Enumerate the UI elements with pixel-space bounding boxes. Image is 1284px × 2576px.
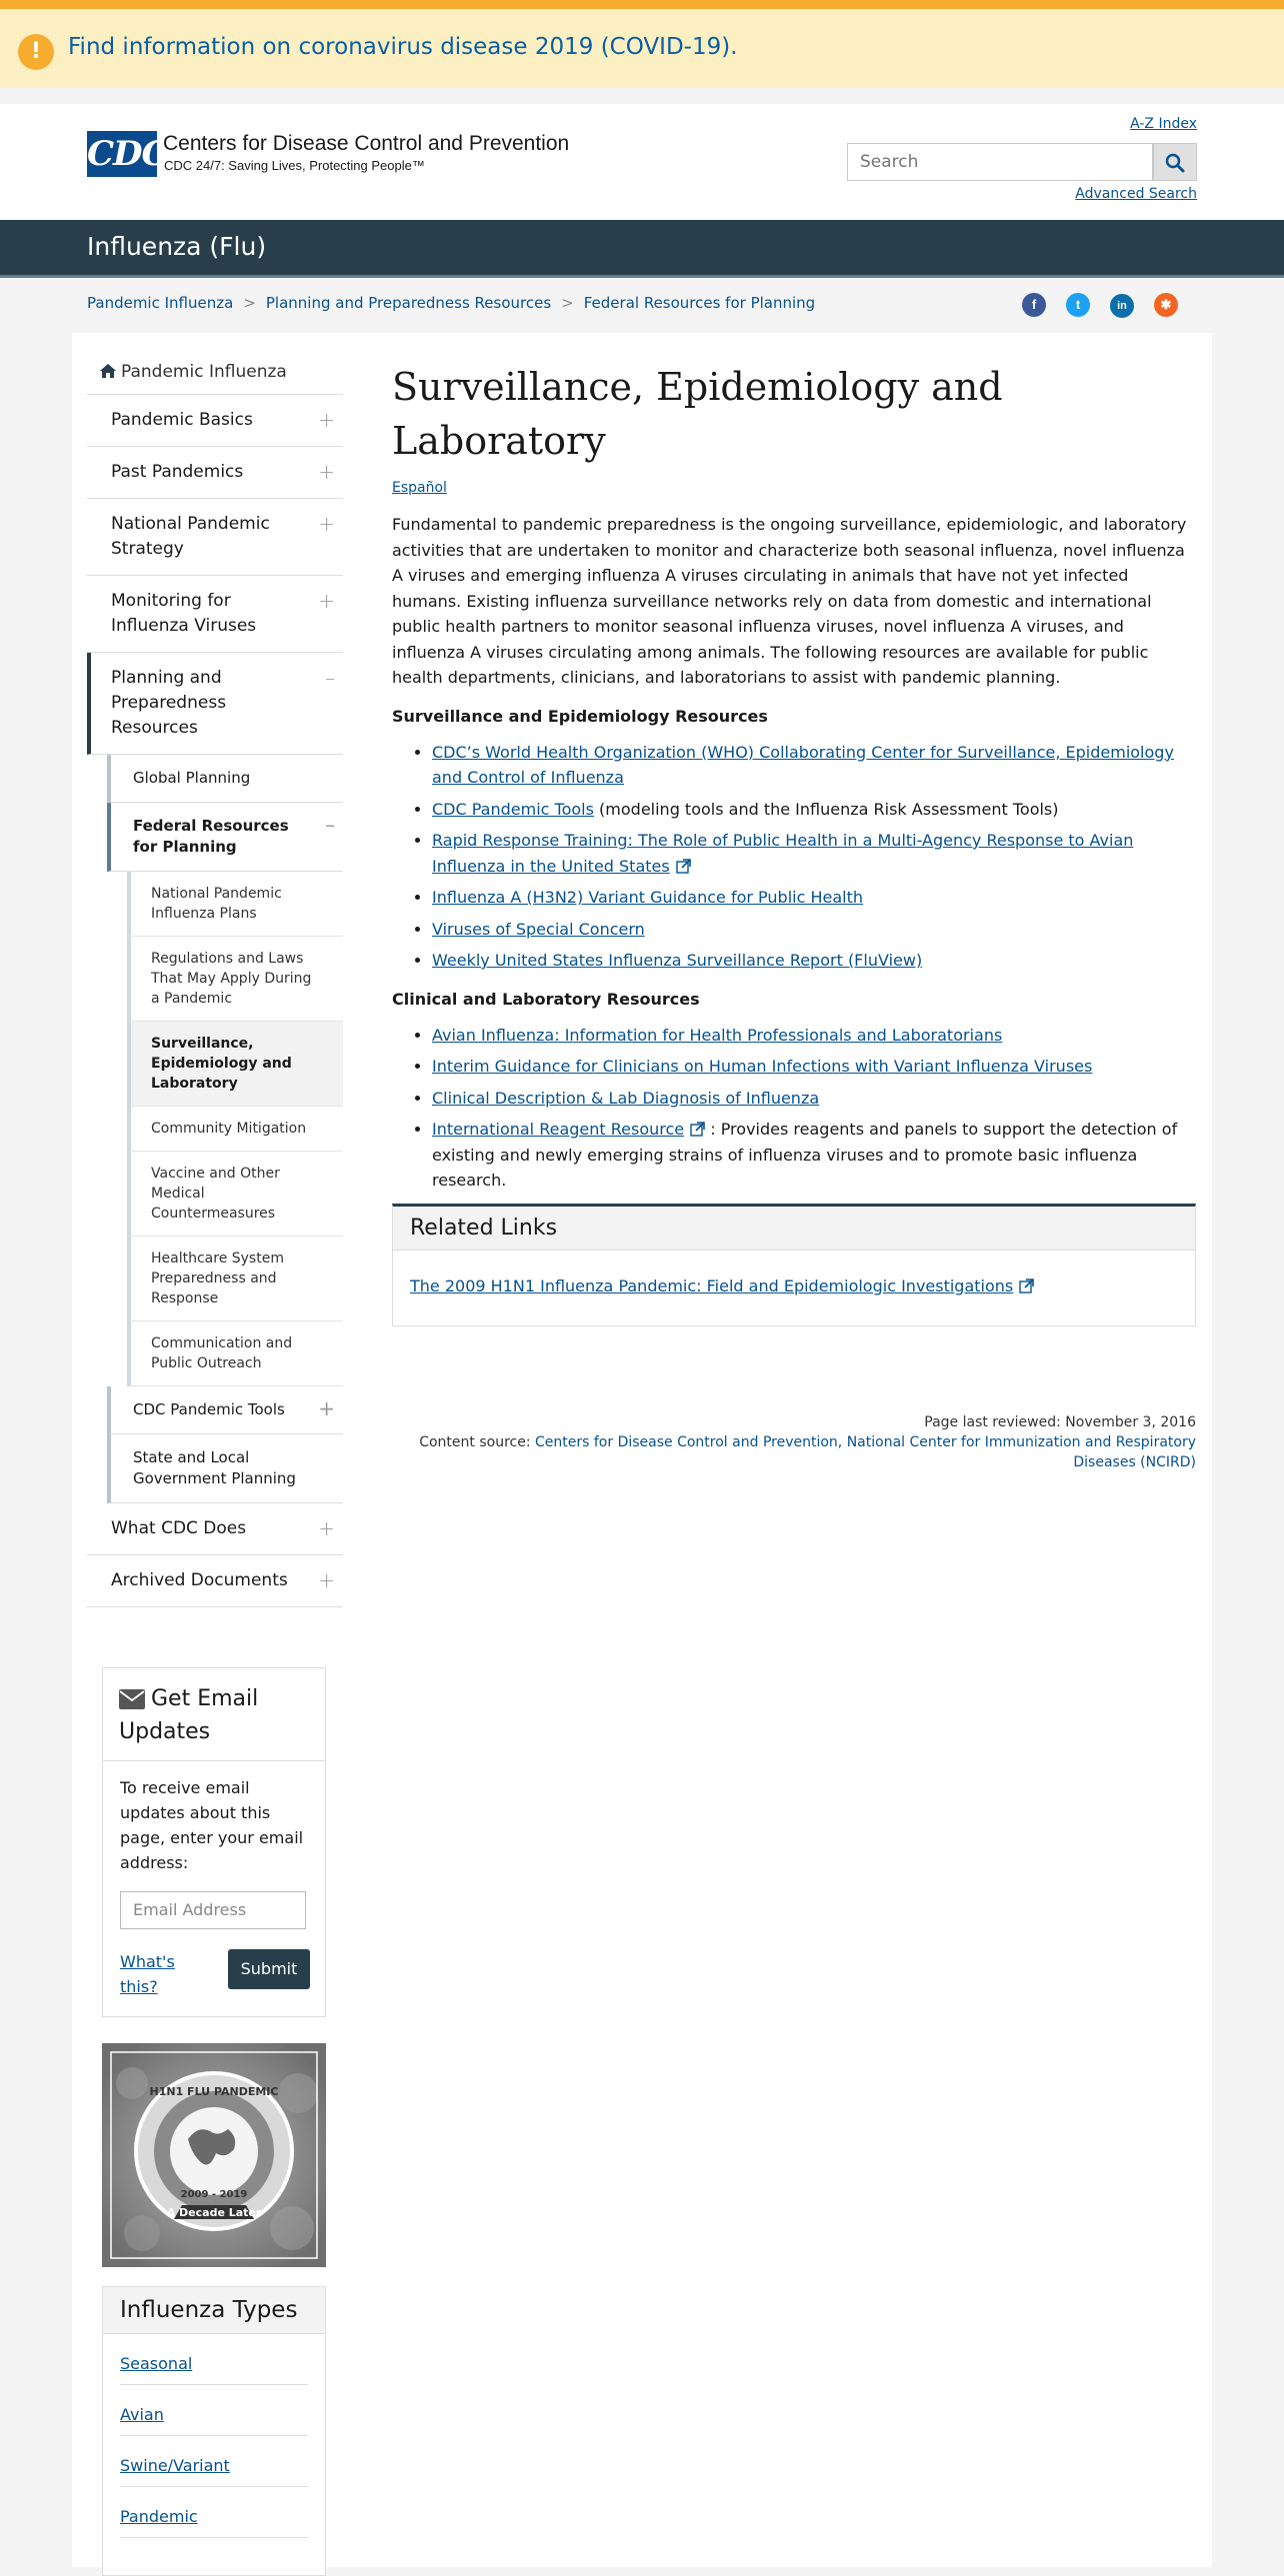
nav-item-label: Monitoring for Influenza Viruses [111, 591, 257, 636]
resource-link[interactable]: Clinical Description & Lab Diagnosis of Influenza [432, 1088, 820, 1108]
list-item [432, 885, 1196, 911]
section-bar [0, 220, 1284, 278]
expand-icon[interactable]: + [318, 1396, 335, 1420]
resource-link[interactable]: Viruses of Special Concern [432, 919, 645, 939]
related-links-box [392, 1204, 1196, 1326]
search-button[interactable] [1153, 143, 1197, 181]
submit-button[interactable]: Submit [228, 1949, 310, 1989]
content-source-link[interactable]: National Center for Immunization and Respiratory Diseases (NCIRD) [846, 1433, 1196, 1470]
resource-note: : Provides reagents and panels to support the detection of existing and newly emerging strains of influenza viruses and to promote basic influenza research. [432, 1120, 1178, 1190]
external-link-icon[interactable] [676, 859, 691, 874]
breadcrumb-separator: > [561, 294, 574, 312]
content-source-label: Content source: [419, 1433, 531, 1450]
influenza-types-box [102, 2286, 326, 2576]
nav-sub2-communication[interactable]: Communication and Public Outreach [127, 1321, 343, 1386]
expand-icon[interactable]: + [318, 589, 335, 613]
envelope-icon [119, 1689, 145, 1709]
nav-item-label: What CDC Does [111, 1518, 247, 1538]
nav-sub-pandemic-tools[interactable] [107, 1386, 343, 1434]
nav-item-past-pandemics[interactable] [87, 447, 343, 499]
search-input[interactable] [847, 143, 1153, 181]
email-field[interactable]: Email Address [120, 1891, 306, 1929]
expand-icon[interactable]: + [318, 408, 335, 432]
nav-item-label: Past Pandemics [111, 462, 244, 482]
linkedin-icon[interactable]: in [1110, 294, 1134, 318]
nav-item-label: Pandemic Basics [111, 410, 253, 430]
flu-type-link[interactable]: Avian [120, 2405, 164, 2424]
nav-sub-state-local[interactable]: State and Local Government Planning [107, 1434, 343, 1503]
flu-type-link[interactable]: Pandemic [120, 2507, 198, 2526]
breadcrumb-item[interactable]: Planning and Preparedness Resources [265, 294, 552, 312]
resource-link[interactable]: Influenza A (H3N2) Variant Guidance for Public Health [432, 888, 864, 907]
az-index-link[interactable]: A-Z Index [1130, 116, 1197, 132]
covid-banner[interactable] [0, 0, 1284, 88]
nav-item-monitoring[interactable] [87, 576, 343, 653]
advanced-search-link[interactable]: Advanced Search [1075, 186, 1197, 202]
related-links-title: Related Links [393, 1207, 1195, 1251]
nav-home-label: Pandemic Influenza [121, 362, 287, 382]
badge-title: H1N1 FLU PANDEMIC [149, 2085, 279, 2098]
nav-sub2-vaccine[interactable]: Vaccine and Other Medical Countermeasures [127, 1152, 343, 1237]
list-item [120, 2334, 308, 2385]
resource-link[interactable]: Interim Guidance for Clinicians on Human Infections with Variant Influenza Viruses [432, 1057, 1093, 1076]
list-item [432, 1117, 1196, 1194]
collapse-icon[interactable]: – [325, 813, 335, 837]
resource-link[interactable]: Rapid Response Training: The Role of Public Health in a Multi-Agency Response to Avian Influenza in the United States [432, 831, 1134, 876]
nav-item-archived[interactable] [87, 1555, 343, 1607]
h1n1-anniversary-badge[interactable] [102, 2043, 326, 2267]
list-item [120, 2385, 308, 2436]
whats-this-link[interactable]: What's this? [120, 1952, 175, 1996]
badge-years: 2009 - 2019 [180, 2189, 248, 2200]
h1n1-badge-graphic [102, 2043, 326, 2267]
breadcrumb-item[interactable]: Federal Resources for Planning [583, 294, 816, 312]
nav-item-label: CDC Pandemic Tools [133, 1400, 285, 1418]
list-item [432, 1054, 1196, 1080]
page-meta: Page last reviewed: November 3, 2016 Content source: Centers for Disease Control and Prevention, National Center for Immunization and Respiratory Diseases (NCIRD) [392, 1412, 1196, 1472]
list-item [432, 917, 1196, 943]
list-item [120, 2436, 308, 2487]
list-item [432, 1086, 1196, 1112]
social-share [1022, 293, 1198, 318]
resource-link[interactable]: International Reagent Resource [432, 1120, 685, 1139]
nav-sub2-healthcare[interactable]: Healthcare System Preparedness and Response [127, 1237, 343, 1321]
list-item [432, 740, 1196, 791]
twitter-icon[interactable]: t [1066, 293, 1090, 317]
nav-item-planning[interactable] [87, 653, 343, 755]
site-header [0, 104, 1284, 220]
home-icon [99, 363, 117, 379]
external-link-icon[interactable] [1019, 1279, 1034, 1293]
resource-link[interactable]: CDC Pandemic Tools [432, 799, 594, 819]
related-link[interactable]: The 2009 H1N1 Influenza Pandemic: Field and Epidemiologic Investigations [410, 1276, 1014, 1295]
nav-sub2-regulations[interactable]: Regulations and Laws That May Apply During a Pandemic [127, 937, 343, 1022]
covid-banner-link[interactable]: Find information on coronavirus disease 2019 (COVID-19). [68, 34, 738, 60]
clinical-heading: Clinical and Laboratory Resources [392, 989, 700, 1009]
nav-sub2-community-mitigation[interactable]: Community Mitigation [127, 1107, 343, 1152]
syndicate-icon[interactable]: ✱ [1154, 293, 1178, 317]
search-icon [1165, 153, 1185, 173]
flu-type-link[interactable]: Swine/Variant [120, 2456, 230, 2475]
surveillance-list [392, 740, 1196, 974]
breadcrumb-separator: > [243, 294, 256, 312]
nav-item-label: Federal Resources for Planning [133, 817, 289, 856]
exclamation-icon: ! [18, 34, 54, 70]
nav-sub2-surveillance[interactable]: Surveillance, Epidemiology and Laboratory [127, 1022, 343, 1107]
tagline: CDC 24/7: Saving Lives, Protecting People™ [164, 158, 425, 173]
list-item [120, 2487, 308, 2538]
nav-sub-federal-resources[interactable] [107, 803, 343, 872]
nav-item-label: Archived Documents [111, 1570, 288, 1590]
nav-sub2-pandemic-plans[interactable]: National Pandemic Influenza Plans [127, 872, 343, 937]
breadcrumb [87, 294, 815, 312]
email-updates-text: To receive email updates about this page, enter your email address: [120, 1778, 304, 1872]
page-title: Surveillance, Epidemiology and Laboratory [392, 365, 1003, 463]
nav-item-national-strategy[interactable] [87, 499, 343, 576]
nav-item-label: Planning and Preparedness Resources [111, 668, 227, 738]
left-nav [87, 350, 343, 1607]
resource-link[interactable]: Weekly United States Influenza Surveillance Report (FluView) [432, 951, 923, 970]
expand-icon[interactable]: + [318, 1568, 335, 1592]
breadcrumb-item[interactable]: Pandemic Influenza [87, 294, 234, 312]
resource-link[interactable]: Avian Influenza: Information for Health Professionals and Laboratorians [432, 1025, 1003, 1045]
resource-note: (modeling tools and the Influenza Risk Assessment Tools) [593, 799, 1059, 819]
surveillance-heading: Surveillance and Epidemiology Resources [392, 706, 768, 726]
email-updates-box [102, 1667, 326, 2017]
main-content [392, 360, 1196, 1472]
list-item [432, 797, 1196, 823]
list-item [432, 948, 1196, 974]
intro-paragraph: Fundamental to pandemic preparedness is the ongoing surveillance, epidemiologic, and laboratory activities that are undertaken to monitor and characterize both seasonal influenza, novel influenza A viruses and emerging influenza A viruses circulating in animals that have not yet infected humans. Existing influenza surveillance networks rely on data from domestic and international public health partners to monitor seasonal influenza viruses, novel influenza A viruses, and influenza A viruses circulating among animals. The following resources are available for public health departments, clinicians, and laboratorians to assist with pandemic planning. [392, 515, 1187, 687]
espanol-link[interactable]: Español [392, 480, 447, 496]
content-source-link[interactable]: Centers for Disease Control and Prevention [535, 1433, 838, 1450]
resource-link[interactable]: CDC’s World Health Organization (WHO) Collaborating Center for Surveillance, Epidemiology and Control of Influenza [432, 742, 1174, 787]
cdc-logo[interactable]: CDC [87, 131, 157, 177]
badge-ribbon-text: A Decade Later [166, 2206, 262, 2219]
list-item [432, 1023, 1196, 1049]
list-item [432, 828, 1196, 879]
nav-item-label: National Pandemic Strategy [111, 514, 270, 559]
nav-item-what-cdc-does[interactable] [87, 1503, 343, 1555]
external-link-icon[interactable] [690, 1122, 705, 1137]
clinical-list [392, 1023, 1196, 1194]
section-title[interactable]: Influenza (Flu) [87, 232, 267, 261]
expand-icon[interactable]: + [318, 460, 335, 484]
org-name[interactable]: Centers for Disease Control and Prevention [163, 132, 570, 155]
facebook-icon[interactable]: f [1022, 293, 1046, 317]
nav-home[interactable] [87, 350, 343, 395]
expand-icon[interactable]: + [318, 512, 335, 536]
influenza-types-title: Influenza Types [103, 2287, 325, 2334]
email-updates-header [103, 1668, 325, 1761]
collapse-icon[interactable]: – [325, 666, 335, 690]
nav-item-pandemic-basics[interactable] [87, 395, 343, 447]
last-reviewed: Page last reviewed: November 3, 2016 [924, 1413, 1196, 1430]
expand-icon[interactable]: + [318, 1516, 335, 1540]
email-updates-title: Get Email Updates [119, 1686, 259, 1744]
flu-type-link[interactable]: Seasonal [120, 2354, 193, 2373]
nav-sub-global-planning[interactable]: Global Planning [107, 755, 343, 803]
